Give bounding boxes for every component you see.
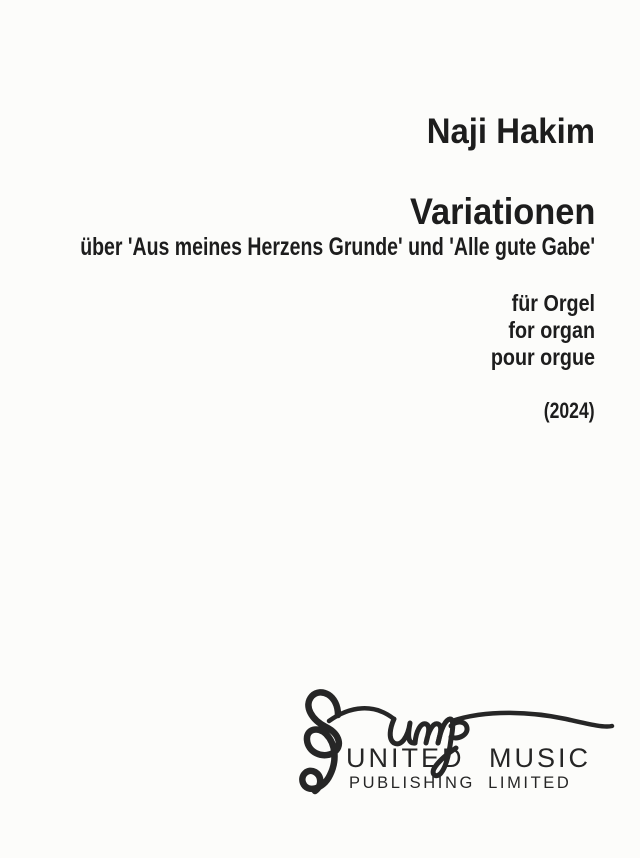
instrumentation-line-french: pour orgue — [490, 344, 595, 370]
clef-flourish-icon — [302, 692, 394, 791]
instrumentation-line-english: for organ — [508, 317, 595, 343]
instrumentation-line-german: für Orgel — [511, 290, 595, 316]
composer-name: Naji Hakim — [426, 112, 595, 151]
publisher-name-united-music: UNITED MUSIC — [346, 743, 591, 773]
composition-year: (2024) — [544, 398, 595, 423]
instrumentation-block — [491, 290, 595, 371]
ump-script-icon — [390, 713, 612, 776]
work-title: Variationen — [409, 191, 595, 232]
publisher-name-publishing-limited: PUBLISHING LIMITED — [349, 774, 572, 792]
work-subtitle: über 'Aus meines Herzens Grunde' und 'Alle gute Gabe' — [80, 233, 595, 261]
monogram-text — [0, 0, 1, 1]
ump-logo-monogram — [288, 679, 620, 811]
